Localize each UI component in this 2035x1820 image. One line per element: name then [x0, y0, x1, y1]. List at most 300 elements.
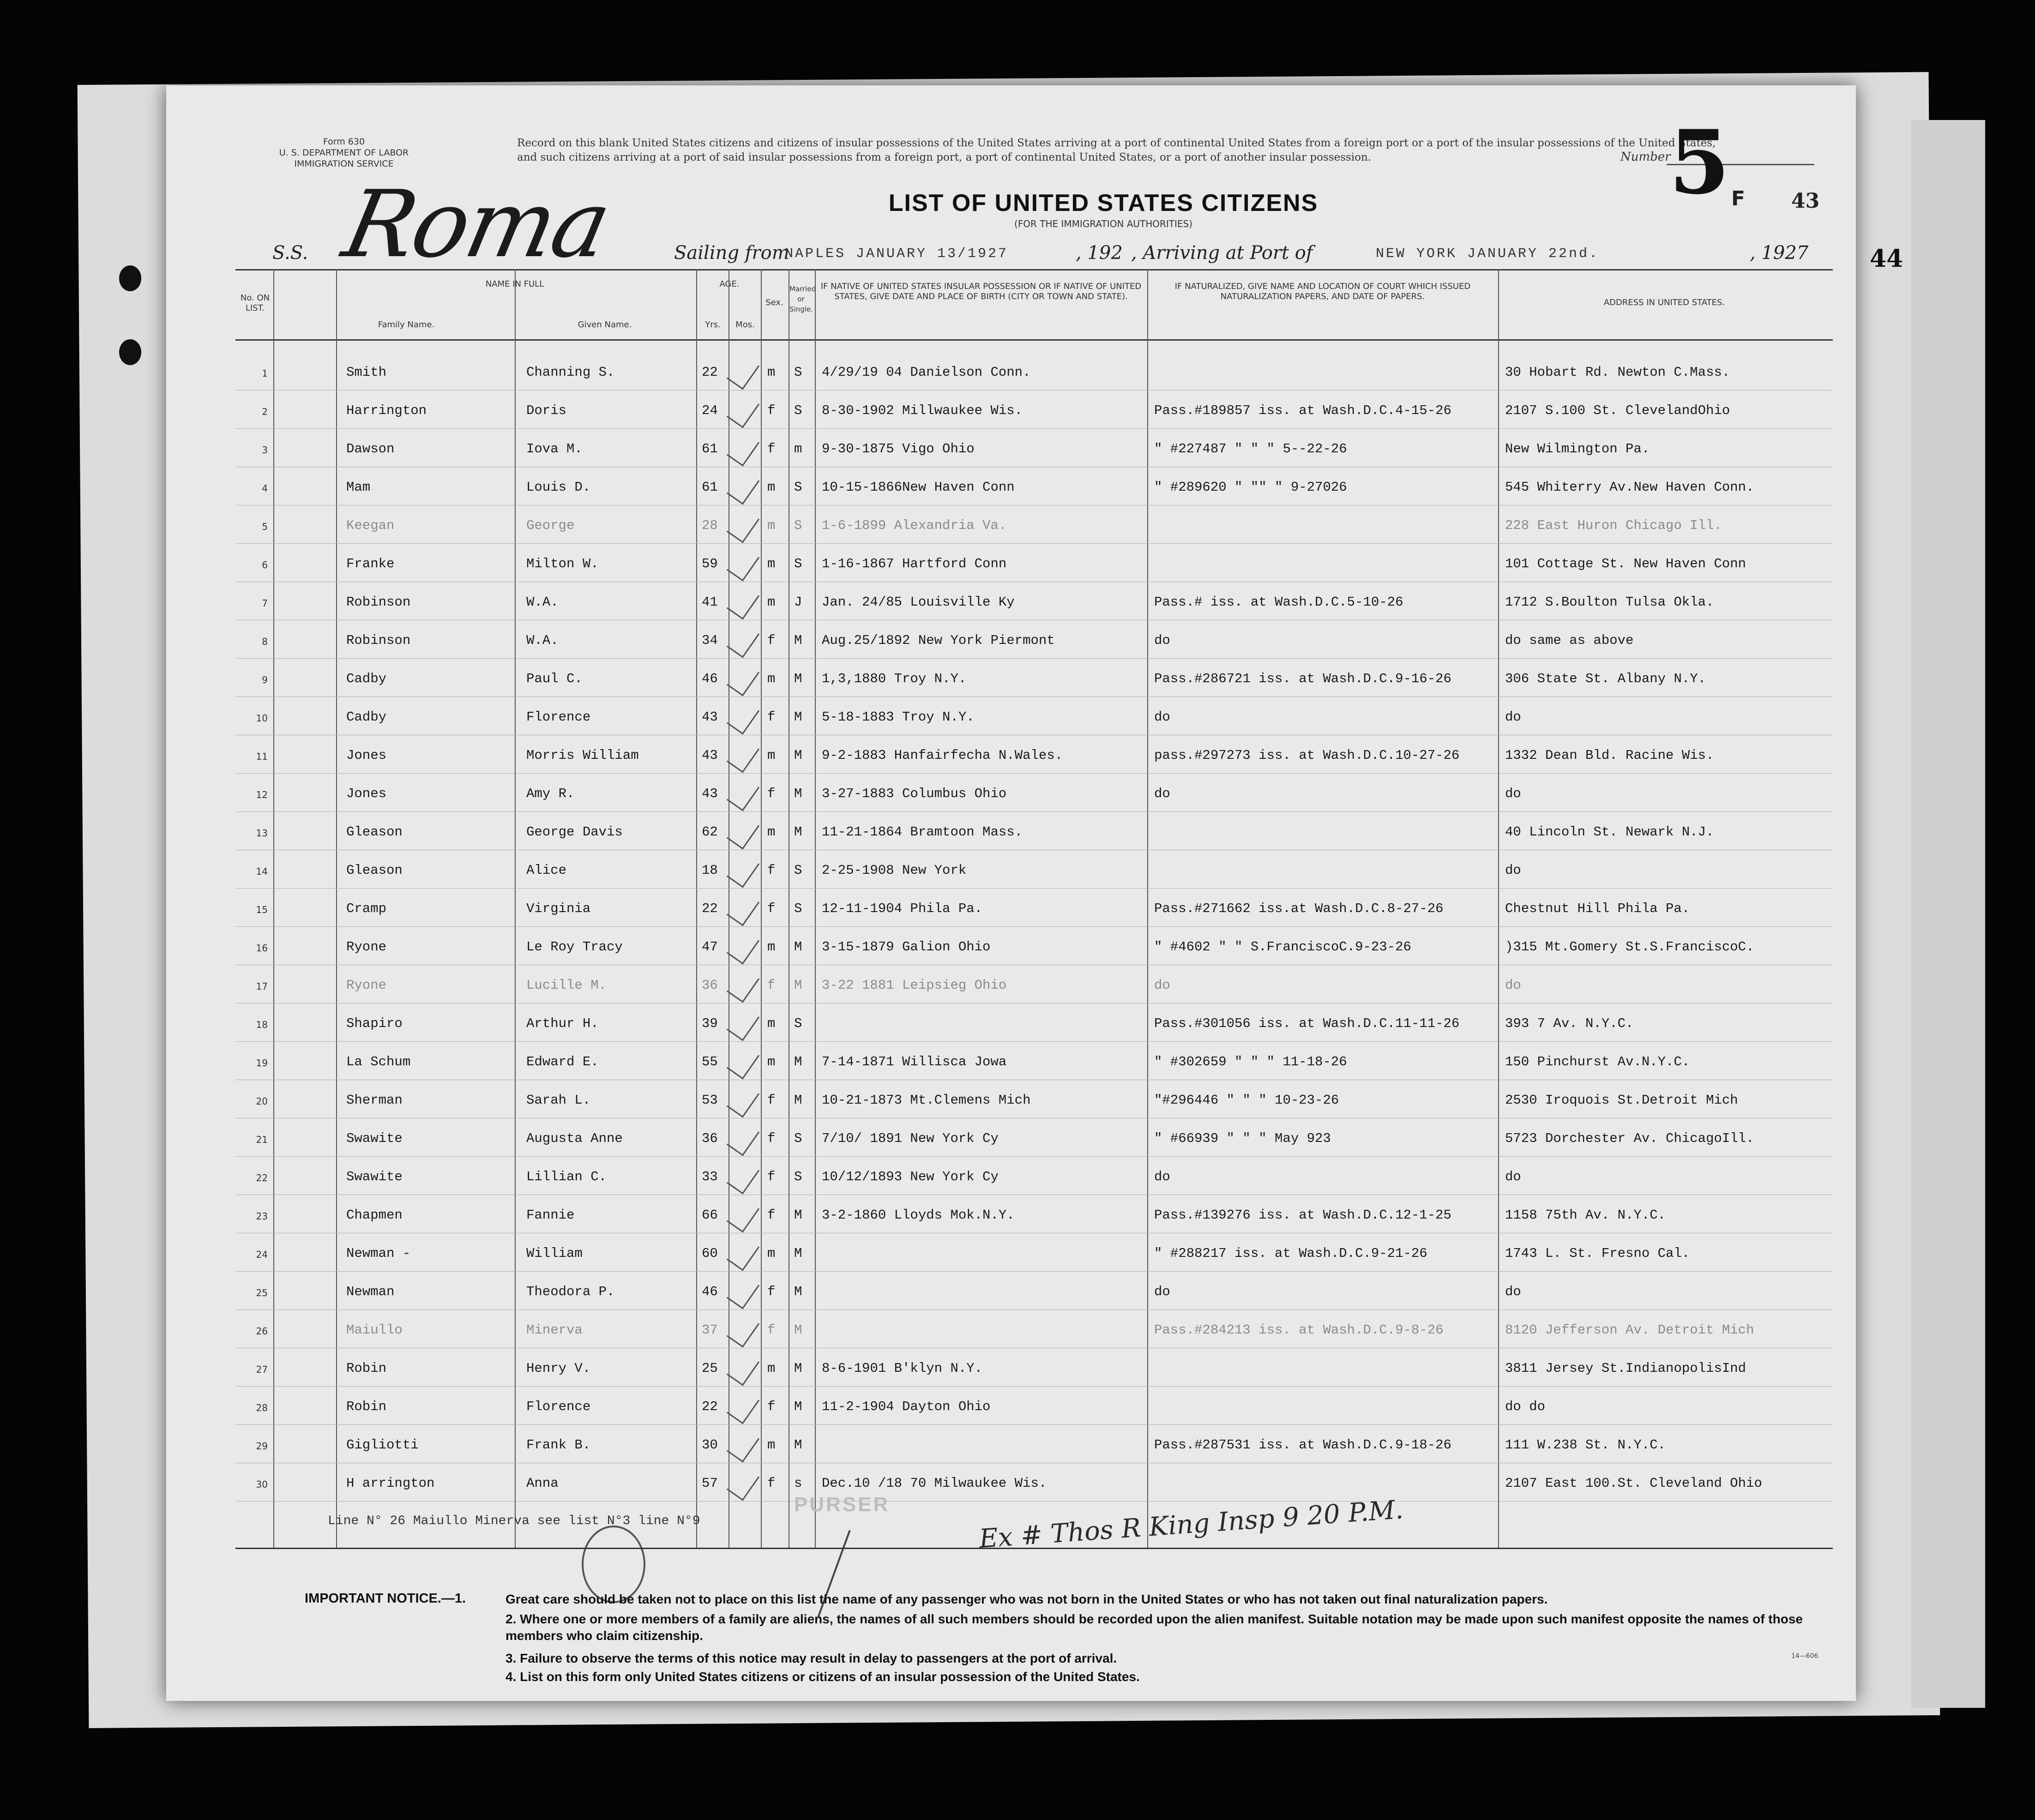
naturalization-info: Pass.#189857 iss. at Wash.D.C.4-15-26 — [1154, 403, 1451, 418]
given-name: Paul C. — [526, 671, 583, 686]
inspection-check-mark — [727, 1466, 759, 1501]
age-years: 22 — [702, 365, 718, 380]
back-sheet-edge — [1911, 120, 1985, 1708]
row-number: 14 — [256, 866, 268, 877]
inspection-check-mark — [727, 1121, 759, 1156]
marital-status: M — [794, 1093, 802, 1108]
age-years: 30 — [702, 1437, 718, 1453]
birth-info: 4/29/19 04 Danielson Conn. — [822, 365, 1031, 380]
birth-info: 10-21-1873 Mt.Clemens Mich — [822, 1093, 1031, 1108]
inspection-check-mark — [727, 738, 759, 773]
marital-status: M — [794, 748, 802, 763]
sex: m — [767, 365, 776, 380]
inspection-check-mark — [727, 1159, 759, 1194]
age-years: 43 — [702, 709, 718, 725]
marital-status: S — [794, 556, 802, 571]
marital-status: M — [794, 633, 802, 648]
naturalization-info: " #227487 " " " 5--22-26 — [1154, 441, 1347, 457]
row-number: 12 — [256, 789, 268, 800]
row-rule — [235, 1271, 1833, 1272]
us-address: 393 7 Av. N.Y.C. — [1505, 1016, 1634, 1031]
notice-item-4: 4. List on this form only United States citizens or citizens of an insular possession of the United States. — [506, 1670, 1140, 1684]
given-name: George Davis — [526, 824, 623, 840]
row-number: 7 — [262, 598, 268, 609]
sex: f — [767, 863, 776, 878]
inspection-check-mark — [727, 776, 759, 811]
given-name: Louis D. — [526, 480, 591, 495]
sex: m — [767, 556, 776, 571]
naturalization-info: Pass.#301056 iss. at Wash.D.C.11-11-26 — [1154, 1016, 1460, 1031]
header-yrs: Yrs. — [705, 320, 721, 330]
sailing-label: Sailing from — [674, 242, 789, 264]
sex: f — [767, 1093, 776, 1108]
birth-info: 2-25-1908 New York — [822, 863, 967, 878]
birth-info: 5-18-1883 Troy N.Y. — [822, 709, 975, 725]
given-name: Channing S. — [526, 365, 615, 380]
birth-info: 1,3,1880 Troy N.Y. — [822, 671, 967, 686]
sex: m — [767, 824, 776, 840]
sex: m — [767, 1437, 776, 1453]
us-address: 2530 Iroquois St.Detroit Mich — [1505, 1093, 1738, 1108]
naturalization-info: Pass.#287531 iss. at Wash.D.C.9-18-26 — [1154, 1437, 1451, 1453]
family-name: Jones — [346, 786, 387, 801]
inspection-check-mark — [727, 814, 759, 849]
marital-status: M — [794, 978, 802, 993]
department: U. S. DEPARTMENT OF LABOR — [279, 148, 409, 158]
manifest-sheet — [166, 85, 1856, 1701]
birth-info: 8-6-1901 B'klyn N.Y. — [822, 1361, 983, 1376]
row-number: 26 — [256, 1326, 268, 1337]
us-address: 1332 Dean Bld. Racine Wis. — [1505, 748, 1714, 763]
age-years: 55 — [702, 1054, 718, 1069]
row-number: 10 — [256, 713, 268, 724]
birth-info: 3-27-1883 Columbus Ohio — [822, 786, 1007, 801]
given-name: George — [526, 518, 575, 533]
marital-status: S — [794, 480, 802, 495]
notice-item-1: Great care should be taken not to place on this list the name of any passenger who was not born in the United States or who has not taken out final naturalization papers. — [506, 1592, 1548, 1606]
us-address: do — [1505, 863, 1521, 878]
header-mos: Mos. — [735, 320, 755, 330]
age-years: 60 — [702, 1246, 718, 1261]
us-address: 545 Whiterry Av.New Haven Conn. — [1505, 480, 1754, 495]
naturalization-info: do — [1154, 633, 1170, 648]
row-rule — [235, 811, 1833, 812]
header-bottom-rule — [235, 339, 1833, 341]
sex: m — [767, 1361, 776, 1376]
sex: f — [767, 633, 776, 648]
inspection-check-mark — [727, 967, 759, 1003]
row-rule — [235, 1041, 1833, 1042]
given-name: Anna — [526, 1476, 559, 1491]
row-number: 3 — [262, 444, 268, 456]
family-name: Maiullo — [346, 1322, 403, 1338]
birth-info: 3-2-1860 Lloyds Mok.N.Y. — [822, 1207, 1015, 1223]
marital-status: M — [794, 824, 802, 840]
age-years: 47 — [702, 939, 718, 955]
marital-status: S — [794, 518, 802, 533]
col-rule — [273, 269, 274, 1548]
age-years: 53 — [702, 1093, 718, 1108]
family-name: Robin — [346, 1361, 387, 1376]
row-number: 6 — [262, 559, 268, 571]
purser-stamp: PURSER — [794, 1493, 890, 1516]
family-name: Sherman — [346, 1093, 403, 1108]
row-number: 21 — [256, 1134, 268, 1145]
age-years: 39 — [702, 1016, 718, 1031]
row-rule — [235, 1424, 1833, 1425]
age-years: 18 — [702, 863, 718, 878]
given-name: Henry V. — [526, 1361, 591, 1376]
header-married-single: Married or Single. — [789, 285, 816, 313]
row-number: 19 — [256, 1057, 268, 1069]
us-address: 101 Cottage St. New Haven Conn — [1505, 556, 1746, 571]
col-rule — [336, 269, 337, 1548]
row-rule — [235, 1501, 1833, 1502]
naturalization-info: " #4602 " " S.FranciscoC.9-23-26 — [1154, 939, 1411, 955]
sex: m — [767, 1054, 776, 1069]
birth-info: 10/12/1893 New York Cy — [822, 1169, 999, 1184]
row-number: 11 — [256, 751, 268, 762]
col-rule — [515, 269, 516, 1548]
col-rule — [1147, 269, 1148, 1548]
age-years: 25 — [702, 1361, 718, 1376]
family-name: Chapmen — [346, 1207, 403, 1223]
sex: f — [767, 1322, 776, 1338]
us-address: 5723 Dorchester Av. ChicagoIll. — [1505, 1131, 1754, 1146]
family-name: H arrington — [346, 1476, 435, 1491]
marital-status: M — [794, 786, 802, 801]
table-bottom-rule — [235, 1548, 1833, 1549]
arriving-label: , Arriving at Port of — [1131, 242, 1313, 264]
sex: m — [767, 1016, 776, 1031]
age-years: 36 — [702, 978, 718, 993]
sex: f — [767, 709, 776, 725]
age-years: 66 — [702, 1207, 718, 1223]
sex: f — [767, 403, 776, 418]
age-years: 43 — [702, 786, 718, 801]
birth-info: Jan. 24/85 Louisville Ky — [822, 595, 1015, 610]
header-naturalized: IF NATURALIZED, GIVE NAME AND LOCATION OF COURT WHICH ISSUED NATURALIZATION PAPERS, AND DATE OF PAPERS. — [1174, 282, 1471, 301]
inspection-check-mark — [727, 699, 759, 734]
inspection-check-mark — [727, 431, 759, 466]
row-number: 18 — [256, 1019, 268, 1030]
us-address: 2107 East 100.St. Cleveland Ohio — [1505, 1476, 1762, 1491]
age-years: 61 — [702, 441, 718, 457]
us-address: do — [1505, 1284, 1521, 1299]
us-address: 111 W.238 St. N.Y.C. — [1505, 1437, 1666, 1453]
row-number: 17 — [256, 981, 268, 992]
marital-status: S — [794, 403, 802, 418]
inspection-check-mark — [727, 891, 759, 926]
col-rule — [1498, 269, 1499, 1548]
naturalization-info: do — [1154, 786, 1170, 801]
inspection-check-mark — [727, 1044, 759, 1079]
marital-status: M — [794, 1207, 802, 1223]
given-name: Amy R. — [526, 786, 575, 801]
marital-status: M — [794, 1284, 802, 1299]
row-number: 20 — [256, 1096, 268, 1107]
given-name: Minerva — [526, 1322, 583, 1338]
birth-info: 11-21-1864 Bramtoon Mass. — [822, 824, 1023, 840]
birth-info: 1-16-1867 Hartford Conn — [822, 556, 1007, 571]
notice-title: IMPORTANT NOTICE.—1. — [305, 1591, 466, 1606]
us-address: do — [1505, 978, 1521, 993]
age-years: 33 — [702, 1169, 718, 1184]
family-name: La Schum — [346, 1054, 411, 1069]
sex: f — [767, 1131, 776, 1146]
marital-status: M — [794, 1322, 802, 1338]
marital-status: S — [794, 863, 802, 878]
birth-info: Aug.25/1892 New York Piermont — [822, 633, 1055, 648]
form-code: 14—606 — [1791, 1652, 1818, 1660]
marital-status: S — [794, 901, 802, 916]
row-rule — [235, 926, 1833, 927]
sex: f — [767, 1476, 776, 1491]
row-number: 28 — [256, 1402, 268, 1413]
row-number: 13 — [256, 828, 268, 839]
col-rule — [815, 269, 816, 1548]
naturalization-info: " #302659 " " " 11-18-26 — [1154, 1054, 1347, 1069]
row-rule — [235, 428, 1833, 429]
marital-status: M — [794, 1361, 802, 1376]
birth-info: Dec.10 /18 70 Milwaukee Wis. — [822, 1476, 1047, 1491]
age-years: 57 — [702, 1476, 718, 1491]
service: IMMIGRATION SERVICE — [294, 159, 394, 169]
family-name: Cadby — [346, 671, 387, 686]
age-years: 24 — [702, 403, 718, 418]
page-number: 43 — [1791, 189, 1820, 213]
marital-status: M — [794, 1399, 802, 1414]
inspection-check-mark — [727, 469, 759, 505]
family-name: Smith — [346, 365, 387, 380]
birth-info: 1-6-1899 Alexandria Va. — [822, 518, 1007, 533]
naturalization-info: do — [1154, 1284, 1170, 1299]
age-years: 34 — [702, 633, 718, 648]
family-name: Dawson — [346, 441, 395, 457]
family-name: Cadby — [346, 709, 387, 725]
naturalization-info: Pass.#271662 iss.at Wash.D.C.8-27-26 — [1154, 901, 1444, 916]
header-address: ADDRESS IN UNITED STATES. — [1603, 298, 1725, 307]
given-name: Theodora P. — [526, 1284, 615, 1299]
notice-item-3: 3. Failure to observe the terms of this notice may result in delay to passengers at the port of arrival. — [506, 1651, 1117, 1665]
naturalization-info: pass.#297273 iss. at Wash.D.C.10-27-26 — [1154, 748, 1460, 763]
family-name: Shapiro — [346, 1016, 403, 1031]
birth-info: 7/10/ 1891 New York Cy — [822, 1131, 999, 1146]
given-name: Frank B. — [526, 1437, 591, 1453]
us-address: 8120 Jefferson Av. Detroit Mich — [1505, 1322, 1754, 1338]
birth-info: 3-22 1881 Leipsieg Ohio — [822, 978, 1007, 993]
page-title: LIST OF UNITED STATES CITIZENS — [888, 190, 1319, 216]
inspection-check-mark — [727, 546, 759, 581]
us-address: 40 Lincoln St. Newark N.J. — [1505, 824, 1714, 840]
birth-info: 8-30-1902 Millwaukee Wis. — [822, 403, 1023, 418]
row-number: 9 — [262, 674, 268, 685]
family-name: Robin — [346, 1399, 387, 1414]
sex: m — [767, 939, 776, 955]
family-name: Mam — [346, 480, 371, 495]
given-name: Morris William — [526, 748, 639, 763]
header-family-name: Family Name. — [378, 320, 435, 330]
given-name: Doris — [526, 403, 567, 418]
header-sex: Sex. — [765, 298, 783, 307]
marital-status: M — [794, 1246, 802, 1261]
family-name: Franke — [346, 556, 395, 571]
age-years: 46 — [702, 671, 718, 686]
given-name: Lucille M. — [526, 978, 607, 993]
inspection-check-mark — [727, 661, 759, 696]
us-address: 150 Pinchurst Av.N.Y.C. — [1505, 1054, 1690, 1069]
family-name: Newman - — [346, 1246, 411, 1261]
inspection-check-mark — [727, 584, 759, 619]
year-label: , 192 — [1076, 242, 1123, 264]
page-subtitle: (FOR THE IMMIGRATION AUTHORITIES) — [1014, 218, 1193, 229]
naturalization-info: Pass.#139276 iss. at Wash.D.C.12-1-25 — [1154, 1207, 1451, 1223]
sex: m — [767, 595, 776, 610]
us-address: do — [1505, 709, 1521, 725]
sex: f — [767, 786, 776, 801]
inspection-check-mark — [727, 1236, 759, 1271]
inspection-check-mark — [727, 1427, 759, 1462]
age-years: 59 — [702, 556, 718, 571]
family-name: Gleason — [346, 824, 403, 840]
sex: m — [767, 1246, 776, 1261]
given-name: W.A. — [526, 595, 559, 610]
list-number: 5 — [1669, 111, 1730, 214]
given-name: Iova M. — [526, 441, 583, 457]
given-name: Sarah L. — [526, 1093, 591, 1108]
us-address: do same as above — [1505, 633, 1634, 648]
binder-hole — [119, 339, 141, 365]
naturalization-info: " #288217 iss. at Wash.D.C.9-21-26 — [1154, 1246, 1427, 1261]
row-number: 24 — [256, 1249, 268, 1260]
header-age: AGE. — [719, 279, 740, 289]
row-rule — [235, 773, 1833, 774]
us-address: New Wilmington Pa. — [1505, 441, 1650, 457]
inspection-check-mark — [727, 393, 759, 428]
footnote: Line N° 26 Maiullo Minerva see list N°3 line N°9 — [328, 1514, 700, 1528]
inspection-check-mark — [727, 1197, 759, 1232]
row-rule — [235, 1386, 1833, 1387]
row-number: 27 — [256, 1364, 268, 1375]
header-given-name: Given Name. — [578, 320, 632, 330]
family-name: Gleason — [346, 863, 403, 878]
arrival-year: , 1927 — [1750, 242, 1809, 264]
birth-info: 9-2-1883 Hanfairfecha N.Wales. — [822, 748, 1063, 763]
sex: f — [767, 978, 776, 993]
age-years: 28 — [702, 518, 718, 533]
birth-info: 10-15-1866New Haven Conn — [822, 480, 1015, 495]
sex: f — [767, 1399, 776, 1414]
family-name: Robinson — [346, 633, 411, 648]
marital-status: S — [794, 365, 802, 380]
birth-info: 7-14-1871 Willisca Jowa — [822, 1054, 1007, 1069]
birth-info: 9-30-1875 Vigo Ohio — [822, 441, 975, 457]
sex: f — [767, 1284, 776, 1299]
us-address: 1712 S.Boulton Tulsa Okla. — [1505, 595, 1714, 610]
row-number: 30 — [256, 1479, 268, 1490]
age-years: 61 — [702, 480, 718, 495]
sex: m — [767, 480, 776, 495]
back-page-number: 44 — [1870, 245, 1903, 273]
given-name: Lillian C. — [526, 1169, 607, 1184]
inspection-check-mark — [727, 1389, 759, 1424]
inspection-check-mark — [727, 1006, 759, 1041]
row-number: 4 — [262, 483, 268, 494]
ship-name: Roma — [335, 171, 618, 278]
birth-info: 3-15-1879 Galion Ohio — [822, 939, 991, 955]
marital-status: M — [794, 671, 802, 686]
family-name: Swawite — [346, 1169, 403, 1184]
form-number: Form 630 — [323, 137, 365, 147]
row-rule — [235, 658, 1833, 659]
arriving-value: NEW YORK JANUARY 22nd. — [1376, 246, 1600, 262]
sex: m — [767, 748, 776, 763]
naturalization-info: Pass.#284213 iss. at Wash.D.C.9-8-26 — [1154, 1322, 1444, 1338]
inspection-check-mark — [727, 1082, 759, 1117]
age-years: 62 — [702, 824, 718, 840]
family-name: Cramp — [346, 901, 387, 916]
us-address: Chestnut Hill Phila Pa. — [1505, 901, 1690, 916]
inspection-check-mark — [727, 354, 759, 390]
us-address: )315 Mt.Gomery St.S.FranciscoC. — [1505, 939, 1754, 955]
naturalization-info: "#296446 " " " 10-23-26 — [1154, 1093, 1339, 1108]
row-number: 15 — [256, 904, 268, 915]
number-label: Number — [1620, 150, 1671, 164]
row-number: 2 — [262, 406, 268, 417]
naturalization-info: " #66939 " " " May 923 — [1154, 1131, 1331, 1146]
row-number: 23 — [256, 1211, 268, 1222]
sailing-value: NAPLES JANUARY 13/1927 — [785, 246, 1009, 262]
given-name: Edward E. — [526, 1054, 599, 1069]
binder-hole — [119, 265, 141, 291]
naturalization-info: do — [1154, 709, 1170, 725]
given-name: Florence — [526, 1399, 591, 1414]
age-years: 36 — [702, 1131, 718, 1146]
header-no-on-list: No. ON LIST. — [240, 293, 270, 313]
age-years: 46 — [702, 1284, 718, 1299]
col-rule — [761, 269, 762, 1548]
given-name: Augusta Anne — [526, 1131, 623, 1146]
header-top-rule — [235, 269, 1833, 270]
header-name-in-full: NAME IN FULL — [485, 279, 544, 289]
sex: m — [767, 518, 776, 533]
age-years: 22 — [702, 1399, 718, 1414]
family-name: Ryone — [346, 939, 387, 955]
family-name: Ryone — [346, 978, 387, 993]
marital-status: M — [794, 709, 802, 725]
row-number: 22 — [256, 1172, 268, 1183]
sex: f — [767, 1207, 776, 1223]
row-number: 8 — [262, 636, 268, 647]
given-name: W.A. — [526, 633, 559, 648]
row-number: 1 — [262, 368, 268, 379]
sex: f — [767, 441, 776, 457]
us-address: 306 State St. Albany N.Y. — [1505, 671, 1706, 686]
row-number: 29 — [256, 1441, 268, 1452]
ss-label: S.S. — [272, 242, 308, 264]
given-name: Virginia — [526, 901, 591, 916]
sex: f — [767, 901, 776, 916]
age-years: 43 — [702, 748, 718, 763]
row-number: 16 — [256, 943, 268, 954]
us-address: 2107 S.100 St. ClevelandOhio — [1505, 403, 1730, 418]
inspection-check-mark — [727, 508, 759, 543]
given-name: Arthur H. — [526, 1016, 599, 1031]
given-name: Florence — [526, 709, 591, 725]
header-birth: IF NATIVE OF UNITED STATES INSULAR POSSESSION OR IF NATIVE OF UNITED STATES, GIVE DATE AND PLACE OF BIRTH (CITY OR TOWN AND STATE). — [820, 282, 1142, 301]
inspection-check-mark — [727, 623, 759, 658]
inspection-check-mark — [727, 853, 759, 888]
